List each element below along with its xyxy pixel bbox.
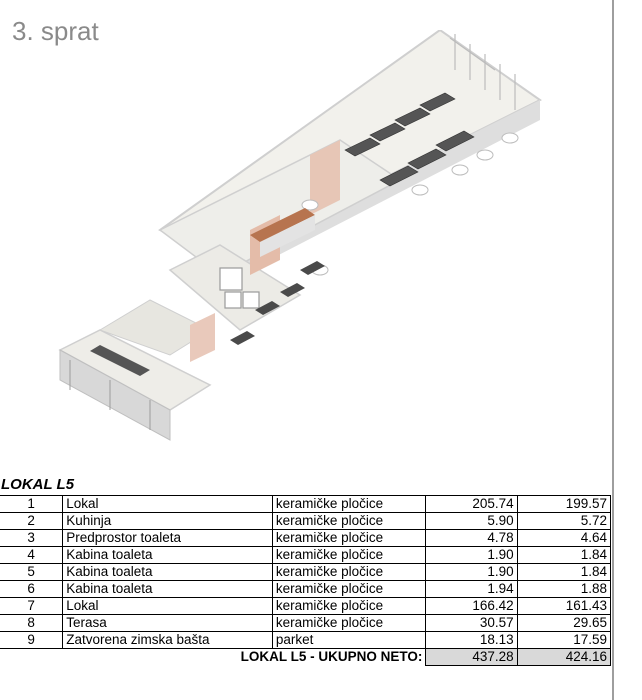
unit-title: LOKAL L5 bbox=[1, 476, 75, 493]
floor-finish: keramičke pločice bbox=[272, 598, 426, 615]
room-number: 6 bbox=[0, 581, 63, 598]
area-gross: 18.13 bbox=[426, 632, 517, 649]
floor-finish: keramičke pločice bbox=[272, 513, 426, 530]
floor-finish: keramičke pločice bbox=[272, 615, 426, 632]
area-gross: 5.90 bbox=[426, 513, 517, 530]
area-gross: 166.42 bbox=[426, 598, 517, 615]
area-net: 1.84 bbox=[517, 564, 610, 581]
area-net: 4.64 bbox=[517, 530, 610, 547]
area-gross: 1.94 bbox=[426, 581, 517, 598]
table-row bbox=[0, 615, 611, 632]
floor-heading: 3. sprat bbox=[12, 16, 99, 46]
total-area-gross: 437.28 bbox=[426, 649, 517, 666]
area-net: 1.88 bbox=[517, 581, 610, 598]
area-gross: 1.90 bbox=[426, 564, 517, 581]
room-name: Lokal bbox=[63, 496, 273, 513]
area-gross: 205.74 bbox=[426, 496, 517, 513]
room-number: 8 bbox=[0, 615, 63, 632]
isometric-floor-plan bbox=[40, 30, 610, 460]
floor-finish: keramičke pločice bbox=[272, 564, 426, 581]
total-row bbox=[0, 649, 611, 666]
table-row bbox=[0, 632, 611, 649]
room-name: Zatvorena zimska bašta bbox=[63, 632, 273, 649]
total-label: LOKAL L5 - UKUPNO NETO: bbox=[0, 649, 426, 666]
table-row bbox=[0, 598, 611, 615]
floor-finish: keramičke pločice bbox=[272, 496, 426, 513]
area-net: 29.65 bbox=[517, 615, 610, 632]
room-name: Lokal bbox=[63, 598, 273, 615]
area-net: 1.84 bbox=[517, 547, 610, 564]
room-number: 2 bbox=[0, 513, 63, 530]
area-gross: 1.90 bbox=[426, 547, 517, 564]
floor-finish: keramičke pločice bbox=[272, 581, 426, 598]
room-name: Kabina toaleta bbox=[63, 547, 273, 564]
area-net: 161.43 bbox=[517, 598, 610, 615]
room-name: Kuhinja bbox=[63, 513, 273, 530]
area-net: 199.57 bbox=[517, 496, 610, 513]
room-number: 4 bbox=[0, 547, 63, 564]
table-row bbox=[0, 581, 611, 598]
room-number: 3 bbox=[0, 530, 63, 547]
table-row bbox=[0, 564, 611, 581]
area-gross: 4.78 bbox=[426, 530, 517, 547]
room-number: 1 bbox=[0, 496, 63, 513]
total-area-net: 424.16 bbox=[517, 649, 610, 666]
room-name: Predprostor toaleta bbox=[63, 530, 273, 547]
room-name: Kabina toaleta bbox=[63, 564, 273, 581]
table-row bbox=[0, 547, 611, 564]
page-right-border bbox=[612, 0, 614, 700]
room-name: Terasa bbox=[63, 615, 273, 632]
table-row bbox=[0, 530, 611, 547]
table-row bbox=[0, 513, 611, 530]
floor-finish: keramičke pločice bbox=[272, 530, 426, 547]
floor-finish: parket bbox=[272, 632, 426, 649]
room-schedule-table bbox=[0, 495, 611, 666]
area-net: 5.72 bbox=[517, 513, 610, 530]
room-name: Kabina toaleta bbox=[63, 581, 273, 598]
room-number: 7 bbox=[0, 598, 63, 615]
floor-finish: keramičke pločice bbox=[272, 547, 426, 564]
room-number: 5 bbox=[0, 564, 63, 581]
room-number: 9 bbox=[0, 632, 63, 649]
area-net: 17.59 bbox=[517, 632, 610, 649]
table-row bbox=[0, 496, 611, 513]
area-gross: 30.57 bbox=[426, 615, 517, 632]
